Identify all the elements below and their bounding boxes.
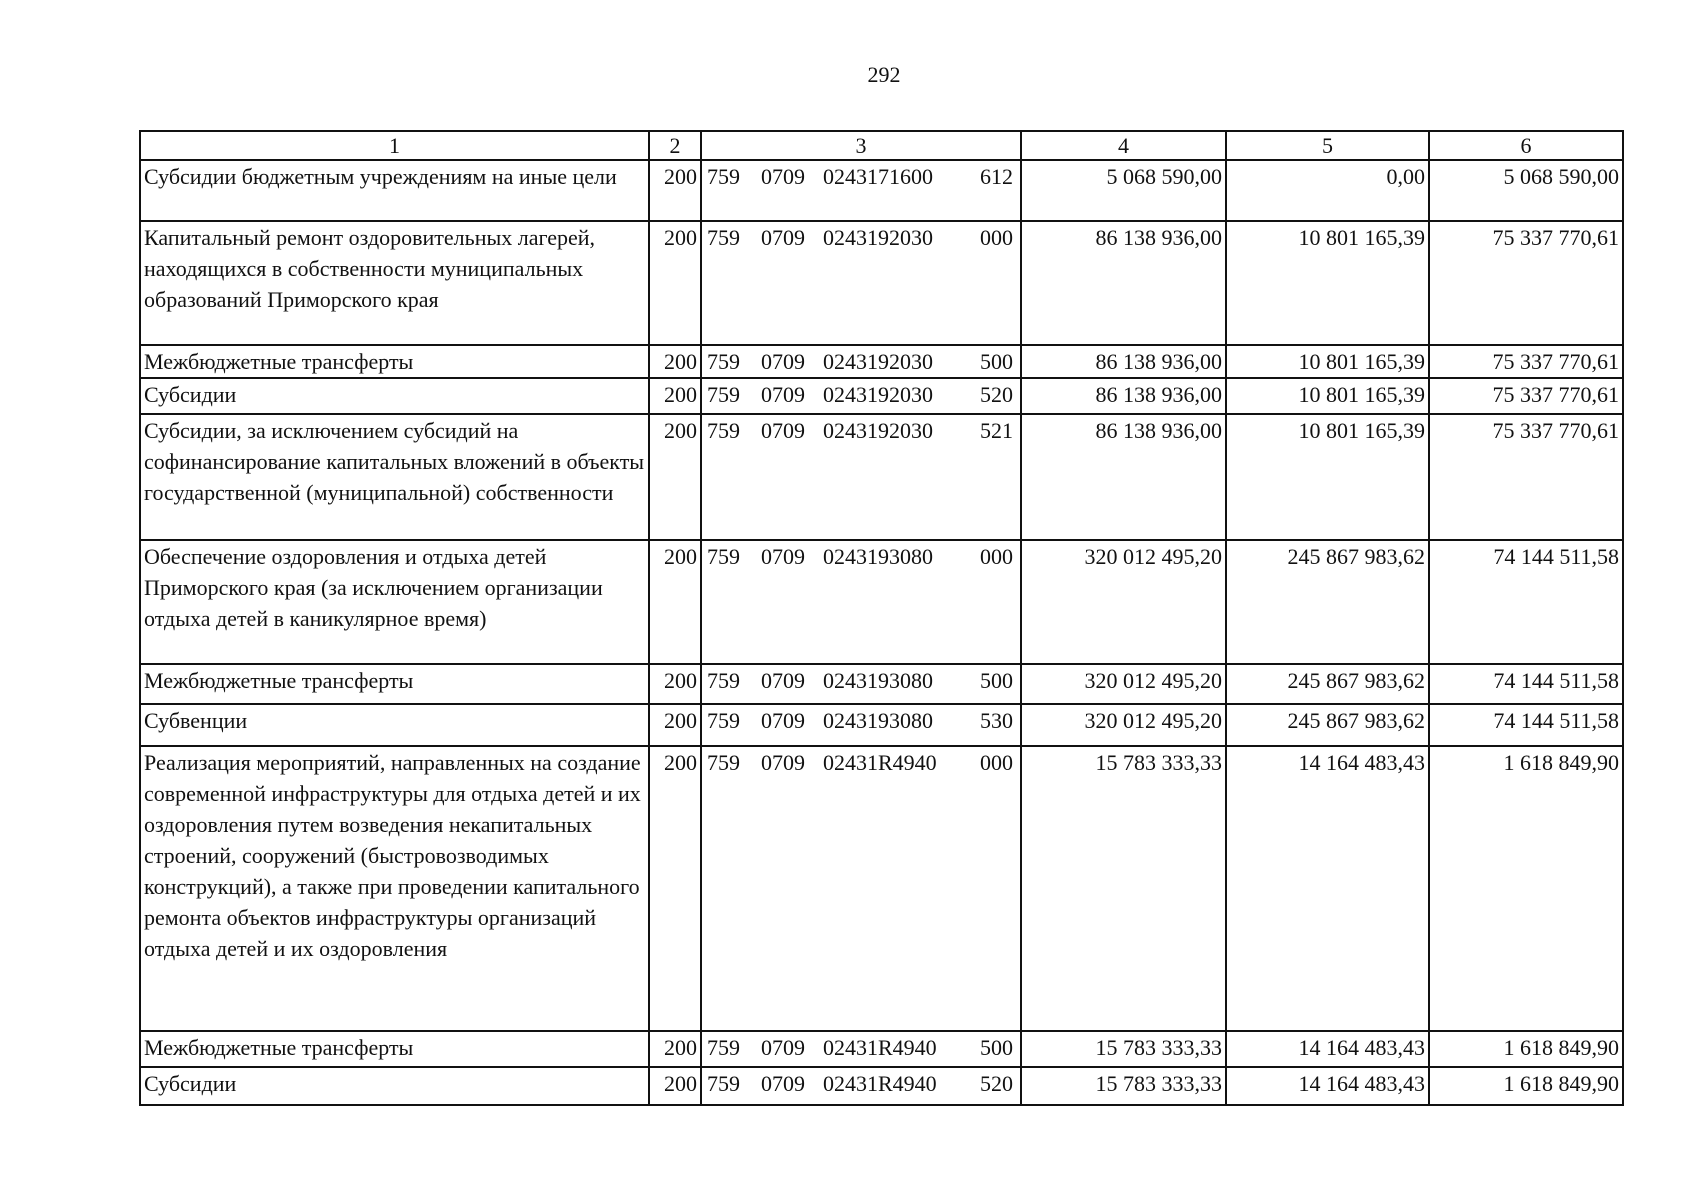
value-col5: 245 867 983,62: [1226, 540, 1429, 664]
expense-type-code: 530: [980, 708, 1013, 733]
grbs-code: 759: [707, 164, 740, 189]
section-code: 0709: [761, 382, 805, 407]
section-code: 0709: [761, 349, 805, 374]
target-code: 0243171600: [823, 164, 933, 189]
section-code: 0709: [761, 418, 805, 443]
grbs-code: 759: [707, 544, 740, 569]
grbs-code: 759: [707, 418, 740, 443]
column-header: 5: [1226, 131, 1429, 160]
table-row: [140, 345, 1623, 378]
value-col6: 75 337 770,61: [1429, 345, 1623, 378]
row-name: Капитальный ремонт оздоровительных лагерей, находящихся в собственности муниципальных образований Приморского края: [140, 221, 649, 345]
section-code: 0709: [761, 1035, 805, 1060]
row-name: Межбюджетные трансферты: [140, 1031, 649, 1067]
column-header: 4: [1021, 131, 1226, 160]
row-name: Субсидии, за исключением субсидий на софинансирование капитальных вложений в объекты государственной (муниципальной) собственности: [140, 414, 649, 540]
table-row: [140, 1067, 1623, 1105]
expense-type-code: 520: [980, 1071, 1013, 1096]
value-col5: 14 164 483,43: [1226, 1031, 1429, 1067]
grbs-code: 759: [707, 225, 740, 250]
row-name: Субсидии: [140, 378, 649, 414]
row-name: Субвенции: [140, 704, 649, 746]
row-classification: [701, 345, 1021, 378]
value-col6: 74 144 511,58: [1429, 540, 1623, 664]
value-col6: 75 337 770,61: [1429, 414, 1623, 540]
value-col4: 15 783 333,33: [1021, 1067, 1226, 1105]
row-classification: [701, 540, 1021, 664]
value-col4: 5 068 590,00: [1021, 160, 1226, 221]
row-code: 200: [649, 704, 701, 746]
table-row: [140, 414, 1623, 540]
target-code: 0243193080: [823, 544, 933, 569]
row-code: 200: [649, 160, 701, 221]
row-code: 200: [649, 378, 701, 414]
row-classification: [701, 1067, 1021, 1105]
row-code: 200: [649, 414, 701, 540]
grbs-code: 759: [707, 382, 740, 407]
table-row: [140, 664, 1623, 704]
row-classification: [701, 160, 1021, 221]
value-col4: 320 012 495,20: [1021, 704, 1226, 746]
column-header: 2: [649, 131, 701, 160]
section-code: 0709: [761, 708, 805, 733]
value-col6: 74 144 511,58: [1429, 704, 1623, 746]
value-col4: 15 783 333,33: [1021, 746, 1226, 1031]
budget-table: [139, 130, 1624, 1106]
row-classification: [701, 746, 1021, 1031]
value-col5: 10 801 165,39: [1226, 221, 1429, 345]
value-col6: 1 618 849,90: [1429, 1031, 1623, 1067]
row-name: Реализация мероприятий, направленных на создание современной инфраструктуры для отдыха детей и их оздоровления путем возведения некапитальных строений, сооружений (быстровозводимых конструкций), а также при проведении капитального ремонта объектов инфраструктуры организаций отдыха детей и их оздоровления: [140, 746, 649, 1031]
expense-type-code: 612: [980, 164, 1013, 189]
value-col4: 15 783 333,33: [1021, 1031, 1226, 1067]
grbs-code: 759: [707, 1071, 740, 1096]
row-classification: [701, 1031, 1021, 1067]
row-classification: [701, 664, 1021, 704]
value-col5: 14 164 483,43: [1226, 746, 1429, 1031]
section-code: 0709: [761, 225, 805, 250]
page-number: 292: [867, 62, 901, 87]
column-header: 1: [140, 131, 649, 160]
target-code: 0243192030: [823, 225, 933, 250]
value-col6: 75 337 770,61: [1429, 378, 1623, 414]
row-code: 200: [649, 345, 701, 378]
row-classification: [701, 221, 1021, 345]
row-code: 200: [649, 1031, 701, 1067]
value-col5: 10 801 165,39: [1226, 414, 1429, 540]
target-code: 0243192030: [823, 349, 933, 374]
target-code: 02431R4940: [823, 750, 937, 775]
value-col6: 1 618 849,90: [1429, 1067, 1623, 1105]
expense-type-code: 000: [980, 544, 1013, 569]
section-code: 0709: [761, 750, 805, 775]
value-col6: 75 337 770,61: [1429, 221, 1623, 345]
section-code: 0709: [761, 1071, 805, 1096]
table-row: [140, 378, 1623, 414]
row-classification: [701, 378, 1021, 414]
value-col4: 320 012 495,20: [1021, 540, 1226, 664]
column-number-row: [140, 131, 1623, 160]
value-col6: 1 618 849,90: [1429, 746, 1623, 1031]
target-code: 0243193080: [823, 708, 933, 733]
table-row: [140, 540, 1623, 664]
value-col4: 86 138 936,00: [1021, 378, 1226, 414]
value-col6: 74 144 511,58: [1429, 664, 1623, 704]
target-code: 02431R4940: [823, 1035, 937, 1060]
section-code: 0709: [761, 164, 805, 189]
table-row: [140, 221, 1623, 345]
table-row: [140, 1031, 1623, 1067]
row-code: 200: [649, 221, 701, 345]
table-row: [140, 704, 1623, 746]
grbs-code: 759: [707, 708, 740, 733]
expense-type-code: 500: [980, 349, 1013, 374]
row-code: 200: [649, 664, 701, 704]
target-code: 02431R4940: [823, 1071, 937, 1096]
expense-type-code: 000: [980, 225, 1013, 250]
value-col5: 10 801 165,39: [1226, 378, 1429, 414]
value-col5: 0,00: [1226, 160, 1429, 221]
table-row: [140, 160, 1623, 221]
value-col5: 10 801 165,39: [1226, 345, 1429, 378]
value-col5: 14 164 483,43: [1226, 1067, 1429, 1105]
value-col5: 245 867 983,62: [1226, 664, 1429, 704]
target-code: 0243192030: [823, 382, 933, 407]
row-name: Обеспечение оздоровления и отдыха детей Приморского края (за исключением организации отдыха детей в каникулярное время): [140, 540, 649, 664]
row-code: 200: [649, 746, 701, 1031]
row-classification: [701, 704, 1021, 746]
target-code: 0243193080: [823, 668, 933, 693]
row-code: 200: [649, 1067, 701, 1105]
row-classification: [701, 414, 1021, 540]
column-header: 3: [701, 131, 1021, 160]
grbs-code: 759: [707, 1035, 740, 1060]
row-name: Межбюджетные трансферты: [140, 345, 649, 378]
expense-type-code: 520: [980, 382, 1013, 407]
section-code: 0709: [761, 668, 805, 693]
value-col4: 86 138 936,00: [1021, 345, 1226, 378]
expense-type-code: 521: [980, 418, 1013, 443]
target-code: 0243192030: [823, 418, 933, 443]
row-name: Субсидии бюджетным учреждениям на иные цели: [140, 160, 649, 221]
table-row: [140, 746, 1623, 1031]
row-name: Субсидии: [140, 1067, 649, 1105]
value-col6: 5 068 590,00: [1429, 160, 1623, 221]
row-name: Межбюджетные трансферты: [140, 664, 649, 704]
expense-type-code: 000: [980, 750, 1013, 775]
value-col4: 320 012 495,20: [1021, 664, 1226, 704]
grbs-code: 759: [707, 750, 740, 775]
value-col4: 86 138 936,00: [1021, 414, 1226, 540]
column-header: 6: [1429, 131, 1623, 160]
value-col4: 86 138 936,00: [1021, 221, 1226, 345]
value-col5: 245 867 983,62: [1226, 704, 1429, 746]
expense-type-code: 500: [980, 1035, 1013, 1060]
expense-type-code: 500: [980, 668, 1013, 693]
row-code: 200: [649, 540, 701, 664]
grbs-code: 759: [707, 668, 740, 693]
section-code: 0709: [761, 544, 805, 569]
grbs-code: 759: [707, 349, 740, 374]
